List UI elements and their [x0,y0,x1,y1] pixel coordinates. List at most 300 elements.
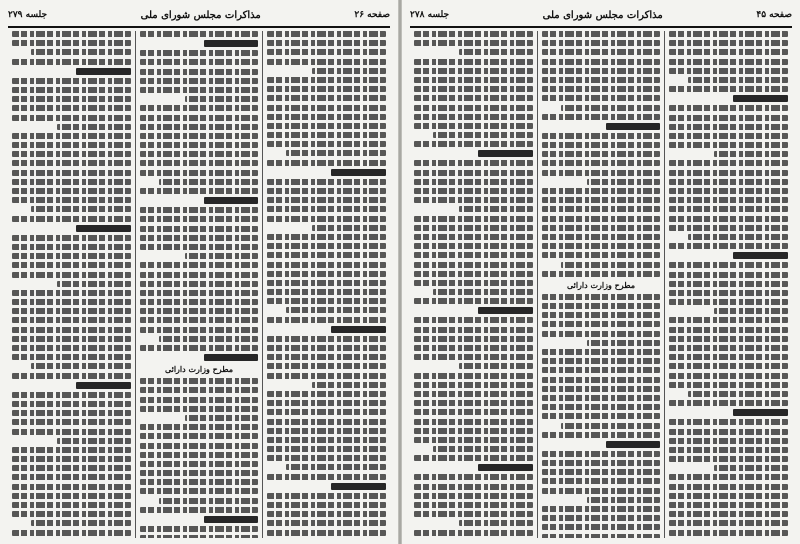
text-line [12,354,131,360]
text-line [669,225,788,231]
speaker-name-line [204,354,259,361]
text-line [12,327,131,333]
text-line [669,281,788,287]
text-line [267,363,386,369]
text-line [267,511,386,517]
text-line [669,419,788,425]
section-subhead: مطرح وزارت دارائی [164,364,234,375]
speaker-name-line [606,123,661,130]
text-line [267,206,386,212]
text-line [688,391,788,397]
text-line [669,68,788,74]
text-line [140,272,259,278]
text-line [542,377,661,383]
text-line [267,86,386,92]
text-line [12,419,131,425]
text-line [542,395,661,401]
text-line [140,317,259,323]
text-line [414,141,533,147]
text-line [12,105,131,111]
speaker-name-line [204,516,259,523]
text-line [12,345,131,351]
text-line [542,460,661,466]
text-line [414,298,533,304]
text-line [12,216,131,222]
text-line [140,479,259,485]
speaker-name-line [331,326,386,333]
text-line [140,244,259,250]
text-line [542,524,661,530]
text-line [140,50,259,56]
right-columns [410,31,792,538]
text-line [669,438,788,444]
text-line [267,262,386,268]
text-line [267,197,386,203]
text-line [12,151,131,157]
text-line [542,68,661,74]
text-line [312,68,386,74]
text-line [459,363,533,369]
text-line [12,188,131,194]
right-page-number: صفحه ۴۵ [756,10,792,20]
text-line [542,451,661,457]
text-line [286,307,386,313]
text-line [459,520,533,526]
text-line [542,432,661,438]
text-line [267,49,386,55]
text-line [542,77,661,83]
text-line [414,474,533,480]
text-line [140,387,259,393]
text-line [414,160,533,166]
text-line [561,423,661,429]
text-line [414,271,533,277]
speaker-name-line [76,382,131,389]
text-line [267,474,386,480]
text-line [669,447,788,453]
speaker-name-line [733,252,788,259]
text-line [542,31,661,37]
text-line [267,289,386,295]
text-line [669,31,788,37]
text-line [542,133,661,139]
text-line [12,401,131,407]
text-line [414,317,533,323]
right-page-header [410,6,792,24]
text-line [12,262,131,268]
text-line [669,290,788,296]
text-line [267,123,386,129]
speaker-name-line [204,197,259,204]
text-line [12,410,131,416]
text-line [140,115,259,121]
text-line [267,437,386,443]
text-line [12,429,131,435]
text-line [669,160,788,166]
text-line [414,114,533,120]
text-line [669,493,788,499]
text-line [542,216,661,222]
text-line [669,216,788,222]
text-line [140,433,259,439]
text-line [140,216,259,222]
speaker-name-line [606,441,661,448]
text-line [267,502,386,508]
text-line [140,461,259,467]
text-line [140,526,259,532]
text-line [267,336,386,342]
text-line [542,271,661,277]
left-page-title: مذاکرات مجلس شورای ملی [140,9,261,21]
text-line [459,206,533,212]
text-line [669,345,788,351]
text-line [669,530,788,536]
text-line [669,336,788,342]
text-line [31,520,131,526]
text-line [185,96,259,102]
text-line [267,530,386,536]
text-line [669,142,788,148]
text-line [542,349,661,355]
text-line [669,363,788,369]
text-line [267,373,386,379]
text-line [31,206,131,212]
text-line [57,438,131,444]
left-col-1 [262,31,390,538]
text-line [542,358,661,364]
text-line [414,262,533,268]
text-line [669,520,788,526]
text-line [267,428,386,434]
text-line [414,95,533,101]
text-line [140,535,259,538]
text-line [140,151,259,157]
text-line [267,216,386,222]
text-line [542,160,661,166]
text-line [140,170,259,176]
text-line [140,105,259,111]
text-line [140,207,259,213]
text-line [140,424,259,430]
text-line [414,225,533,231]
text-line [669,170,788,176]
text-line [414,409,533,415]
text-line [140,488,259,494]
text-line [140,345,259,351]
text-line [669,354,788,360]
text-line [542,151,661,157]
text-line [12,31,131,37]
text-line [669,197,788,203]
text-line [542,506,661,512]
left-page-number: صفحه ۲۶ [354,10,390,20]
text-line [267,31,386,37]
text-line [414,530,533,536]
text-line [542,59,661,65]
text-line [140,507,259,513]
text-line [669,382,788,388]
text-line [414,354,533,360]
text-line [414,391,533,397]
text-line [267,317,386,323]
text-line [267,141,386,147]
text-line [12,392,131,398]
text-line [140,226,259,232]
text-line [414,86,533,92]
text-line [140,281,259,287]
text-line [140,443,259,449]
text-line [12,170,131,176]
text-line [140,142,259,148]
text-line [140,397,259,403]
text-line [414,280,533,286]
text-line [433,446,533,452]
text-line [669,188,788,194]
text-line [414,216,533,222]
text-line [12,456,131,462]
text-line [140,78,259,84]
text-line [12,474,131,480]
text-line [267,455,386,461]
text-line [286,464,386,470]
text-line [12,235,131,241]
text-line [414,428,533,434]
text-line [312,225,386,231]
text-line [669,105,788,111]
text-line [542,534,661,538]
text-line [267,493,386,499]
left-header-rule [8,26,390,28]
text-line [414,123,533,129]
text-line [267,354,386,360]
left-page [0,0,398,544]
text-line [542,386,661,392]
speaker-name-line [76,68,131,75]
text-line [12,78,131,84]
text-line [267,40,386,46]
text-line [140,378,259,384]
text-line [12,160,131,166]
speaker-name-line [331,169,386,176]
text-line [140,299,259,305]
text-line [414,455,533,461]
text-line [267,409,386,415]
text-line [267,59,386,65]
text-line [542,367,661,373]
text-line [542,321,661,327]
text-line [542,488,661,494]
text-line [286,150,386,156]
text-line [669,429,788,435]
right-header-rule [410,26,792,28]
text-line [542,515,661,521]
text-line [159,336,259,342]
text-line [688,77,788,83]
text-line [542,188,661,194]
text-line [140,31,259,37]
text-line [414,511,533,517]
text-line [542,303,661,309]
text-line [414,345,533,351]
text-line [140,59,259,65]
text-line [414,77,533,83]
text-line [140,235,259,241]
text-line [669,133,788,139]
text-line [433,132,533,138]
text-line [12,96,131,102]
text-line [669,511,788,517]
left-col-2 [135,31,263,538]
text-line [587,179,661,185]
text-line [140,188,259,194]
right-page [402,0,800,544]
text-line [414,493,533,499]
text-line [12,133,131,139]
text-line [414,419,533,425]
text-line [140,87,259,93]
text-line [542,142,661,148]
text-line [542,170,661,176]
text-line [688,234,788,240]
text-line [12,484,131,490]
text-line [542,312,661,318]
text-line [714,308,788,314]
left-col-3 [8,31,135,538]
text-line [267,160,386,166]
text-line [414,382,533,388]
text-line [12,373,131,379]
text-line [459,49,533,55]
text-line [414,170,533,176]
text-line [669,59,788,65]
text-line [12,179,131,185]
right-col-2 [537,31,665,538]
text-line [669,262,788,268]
text-line [12,197,131,203]
text-line [267,95,386,101]
text-line [159,498,259,504]
speaker-name-line [478,150,533,157]
text-line [267,271,386,277]
text-line [669,502,788,508]
text-line [12,493,131,499]
text-line [12,244,131,250]
text-line [267,345,386,351]
text-line [669,327,788,333]
text-line [140,452,259,458]
text-line [714,465,788,471]
text-line [267,132,386,138]
text-line [561,105,661,111]
text-line [140,124,259,130]
text-line [669,484,788,490]
left-columns [8,31,390,538]
text-line [414,400,533,406]
text-line [31,49,131,55]
text-line [140,262,259,268]
text-line [12,299,131,305]
text-line [669,243,788,249]
text-line [267,400,386,406]
text-line [414,336,533,342]
text-line [542,86,661,92]
text-line [267,391,386,397]
text-line [414,373,533,379]
text-line [714,151,788,157]
text-line [12,59,131,65]
right-col-3 [410,31,537,538]
text-line [267,234,386,240]
text-line [12,530,131,536]
text-line [312,382,386,388]
text-line [542,114,661,120]
text-line [12,272,131,278]
text-line [669,86,788,92]
text-line [267,105,386,111]
text-line [433,289,533,295]
speaker-name-line [478,464,533,471]
speaker-name-line [331,483,386,490]
text-line [12,465,131,471]
text-line [669,179,788,185]
text-line [542,469,661,475]
speaker-name-line [478,307,533,314]
text-line [414,188,533,194]
text-line [669,206,788,212]
text-line [140,133,259,139]
text-line [542,40,661,46]
speaker-name-line [76,225,131,232]
text-line [12,87,131,93]
text-line [12,317,131,323]
text-line [669,299,788,305]
right-page-title: مذاکرات مجلس شورای ملی [542,9,663,21]
text-line [669,115,788,121]
text-line [12,502,131,508]
text-line [185,415,259,421]
left-page-header [8,6,390,24]
text-line [12,142,131,148]
text-line [267,179,386,185]
text-line [542,294,661,300]
text-line [669,456,788,462]
section-subhead: مطرح وزارت دارائی [566,279,636,290]
text-line [414,68,533,74]
text-line [12,290,131,296]
text-line [414,197,533,203]
text-line [542,331,661,337]
text-line [414,484,533,490]
text-line [140,308,259,314]
text-line [414,502,533,508]
text-line [414,327,533,333]
text-line [587,340,661,346]
text-line [669,317,788,323]
text-line [587,497,661,503]
text-line [267,77,386,83]
text-line [542,234,661,240]
text-line [140,327,259,333]
text-line [669,400,788,406]
text-line [267,280,386,286]
text-line [267,188,386,194]
text-line [267,243,386,249]
text-line [267,446,386,452]
text-line [414,234,533,240]
text-line [542,478,661,484]
text-line [140,290,259,296]
text-line [267,520,386,526]
